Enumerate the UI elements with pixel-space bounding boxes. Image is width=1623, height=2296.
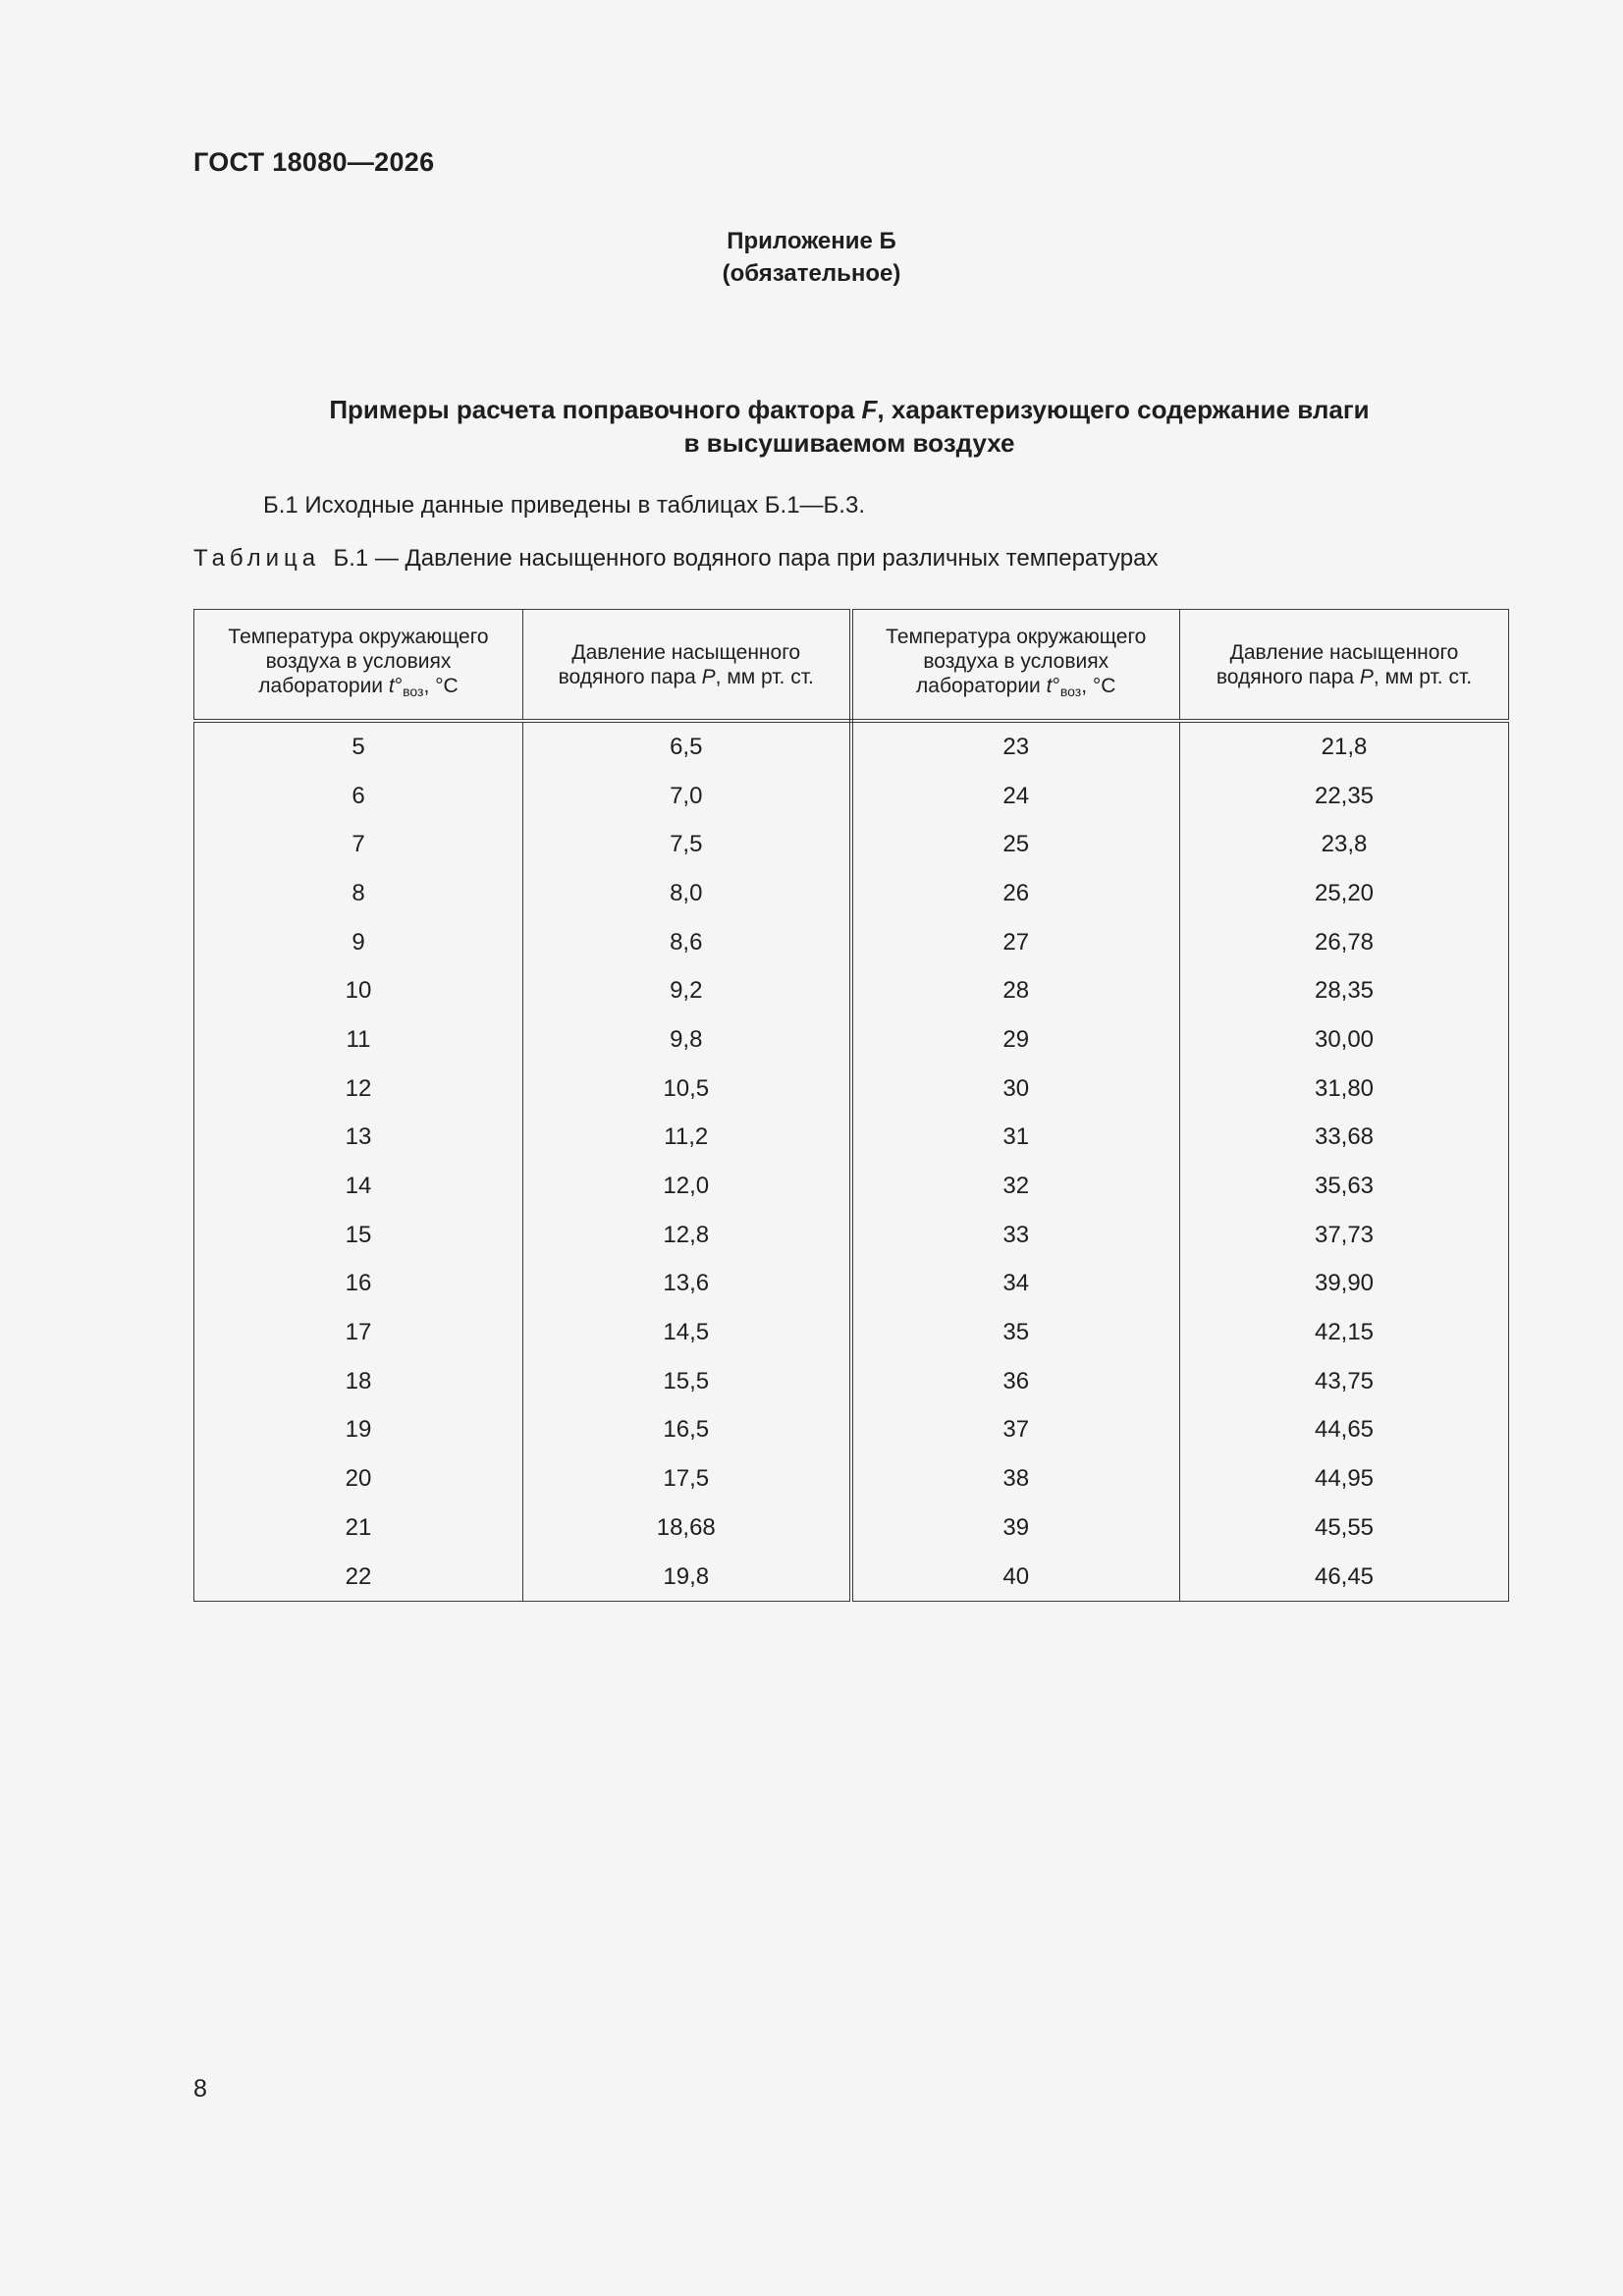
- cell-temperature-2: 34: [851, 1260, 1180, 1309]
- cell-pressure-2: 46,45: [1180, 1553, 1509, 1602]
- cell-pressure-2: 35,63: [1180, 1162, 1509, 1211]
- cell-temperature-2: 27: [851, 918, 1180, 967]
- cell-temperature-2: 30: [851, 1065, 1180, 1114]
- cell-pressure: 6,5: [523, 721, 851, 772]
- cell-pressure: 9,8: [523, 1015, 851, 1065]
- section-title-line-2: в высушиваемом воздухе: [683, 428, 1015, 458]
- cell-pressure-2: 21,8: [1180, 721, 1509, 772]
- cell-temperature: 19: [194, 1406, 523, 1455]
- cell-temperature-2: 28: [851, 966, 1180, 1015]
- cell-temperature: 14: [194, 1162, 523, 1211]
- cell-temperature-2: 32: [851, 1162, 1180, 1211]
- temp-unit: , °С: [423, 675, 459, 697]
- cell-temperature: 22: [194, 1553, 523, 1602]
- cell-temperature: 12: [194, 1065, 523, 1114]
- cell-temperature-2: 31: [851, 1114, 1180, 1163]
- cell-temperature-2: 29: [851, 1015, 1180, 1065]
- cell-temperature: 9: [194, 918, 523, 967]
- cell-temperature-2: 23: [851, 721, 1180, 772]
- cell-pressure-2: 37,73: [1180, 1211, 1509, 1260]
- header-temperature: [194, 610, 523, 722]
- header-press-line-2: водяного пара: [1216, 665, 1360, 688]
- temp-symbol: t: [1046, 675, 1053, 697]
- title-text-after: , характеризующего содержание влаги: [877, 395, 1370, 424]
- header-temp-line-3: лаборатории: [916, 675, 1047, 697]
- header-pressure: [523, 610, 851, 722]
- cell-temperature: 10: [194, 966, 523, 1015]
- cell-temperature: 8: [194, 869, 523, 918]
- cell-temperature-2: 38: [851, 1454, 1180, 1503]
- cell-pressure: 9,2: [523, 966, 851, 1015]
- title-text-before: Примеры расчета поправочного фактора: [329, 395, 862, 424]
- cell-temperature: 18: [194, 1357, 523, 1406]
- table-header-row: [194, 610, 1509, 722]
- cell-pressure-2: 44,95: [1180, 1454, 1509, 1503]
- table-row: [194, 1065, 1509, 1114]
- cell-temperature: 6: [194, 772, 523, 821]
- header-press-line-1: Давление насыщенного: [571, 640, 801, 664]
- cell-pressure: 7,0: [523, 772, 851, 821]
- cell-temperature-2: 36: [851, 1357, 1180, 1406]
- cell-temperature-2: 39: [851, 1503, 1180, 1553]
- table-row: [194, 1260, 1509, 1309]
- press-symbol: P: [701, 665, 716, 688]
- cell-temperature-2: 25: [851, 820, 1180, 869]
- table-row: [194, 966, 1509, 1015]
- cell-temperature-2: 40: [851, 1553, 1180, 1602]
- annex-title: Приложение Б: [727, 228, 896, 254]
- cell-pressure-2: 30,00: [1180, 1015, 1509, 1065]
- table-caption-label: Таблица: [193, 545, 321, 572]
- paragraph-b1: Б.1 Исходные данные приведены в таблицах Б.1—Б.3.: [263, 492, 865, 519]
- header-temp-line-1: Температура окружающего: [228, 626, 489, 648]
- cell-pressure-2: 39,90: [1180, 1260, 1509, 1309]
- cell-pressure-2: 33,68: [1180, 1114, 1509, 1163]
- pressure-table: [193, 609, 1509, 1602]
- temp-subscript: воз: [1059, 683, 1082, 699]
- header-temp-line-1: Температура окружающего: [886, 626, 1147, 648]
- table-row: [194, 1162, 1509, 1211]
- table-row: [194, 1454, 1509, 1503]
- table-row: [194, 918, 1509, 967]
- table-row: [194, 1406, 1509, 1455]
- cell-temperature-2: 37: [851, 1406, 1180, 1455]
- header-pressure-2: [1180, 610, 1509, 722]
- table-row: [194, 1553, 1509, 1602]
- cell-pressure: 17,5: [523, 1454, 851, 1503]
- cell-pressure-2: 31,80: [1180, 1065, 1509, 1114]
- page-number: 8: [193, 2075, 207, 2103]
- cell-temperature-2: 35: [851, 1308, 1180, 1357]
- temp-symbol: t: [388, 675, 395, 697]
- temp-unit: , °С: [1081, 675, 1116, 697]
- press-unit: , мм рт. ст.: [1373, 665, 1473, 688]
- table-row: [194, 721, 1509, 772]
- cell-pressure-2: 28,35: [1180, 966, 1509, 1015]
- cell-temperature: 13: [194, 1114, 523, 1163]
- temp-degree: °: [394, 675, 404, 697]
- table-row: [194, 1308, 1509, 1357]
- cell-pressure-2: 43,75: [1180, 1357, 1509, 1406]
- document-code: ГОСТ 18080—2026: [193, 147, 435, 177]
- table-row: [194, 1503, 1509, 1553]
- table-body: [194, 721, 1509, 1602]
- table-row: [194, 772, 1509, 821]
- table-row: [194, 820, 1509, 869]
- cell-pressure-2: 22,35: [1180, 772, 1509, 821]
- header-press-line-2: водяного пара: [558, 665, 702, 688]
- cell-pressure: 12,8: [523, 1211, 851, 1260]
- cell-pressure: 7,5: [523, 820, 851, 869]
- table-row: [194, 1211, 1509, 1260]
- cell-pressure-2: 45,55: [1180, 1503, 1509, 1553]
- cell-pressure: 15,5: [523, 1357, 851, 1406]
- cell-pressure: 10,5: [523, 1065, 851, 1114]
- cell-pressure: 8,6: [523, 918, 851, 967]
- table-row: [194, 1357, 1509, 1406]
- cell-temperature: 16: [194, 1260, 523, 1309]
- press-unit: , мм рт. ст.: [715, 665, 814, 688]
- cell-pressure: 13,6: [523, 1260, 851, 1309]
- section-title: [245, 393, 1453, 460]
- header-temp-line-3: лаборатории: [258, 675, 389, 697]
- table-row: [194, 869, 1509, 918]
- table-row: [194, 1114, 1509, 1163]
- header-press-line-1: Давление насыщенного: [1229, 640, 1459, 664]
- section-title-line-1: [245, 393, 1453, 426]
- cell-temperature: 11: [194, 1015, 523, 1065]
- table-caption-text: Б.1 — Давление насыщенного водяного пара при различных температурах: [333, 545, 1159, 572]
- annex-status: (обязательное): [722, 260, 901, 287]
- cell-pressure: 19,8: [523, 1553, 851, 1602]
- cell-pressure: 8,0: [523, 869, 851, 918]
- cell-temperature-2: 33: [851, 1211, 1180, 1260]
- cell-temperature-2: 24: [851, 772, 1180, 821]
- cell-pressure-2: 26,78: [1180, 918, 1509, 967]
- header-temp-line-2: воздуха в условиях: [923, 650, 1109, 673]
- title-variable: F: [861, 395, 878, 424]
- cell-temperature-2: 26: [851, 869, 1180, 918]
- cell-pressure: 11,2: [523, 1114, 851, 1163]
- table-row: [194, 1015, 1509, 1065]
- cell-pressure-2: 42,15: [1180, 1308, 1509, 1357]
- table-caption: [193, 545, 1158, 573]
- header-temp-line-2: воздуха в условиях: [265, 650, 452, 673]
- cell-temperature: 20: [194, 1454, 523, 1503]
- temp-subscript: воз: [403, 683, 424, 699]
- temp-degree: °: [1052, 675, 1060, 697]
- cell-pressure: 14,5: [523, 1308, 851, 1357]
- cell-pressure-2: 23,8: [1180, 820, 1509, 869]
- header-temperature-2: [851, 610, 1180, 722]
- cell-temperature: 17: [194, 1308, 523, 1357]
- cell-temperature: 5: [194, 721, 523, 772]
- press-symbol: P: [1359, 665, 1374, 688]
- cell-pressure: 16,5: [523, 1406, 851, 1455]
- cell-pressure: 12,0: [523, 1162, 851, 1211]
- cell-temperature: 15: [194, 1211, 523, 1260]
- cell-temperature: 21: [194, 1503, 523, 1553]
- cell-temperature: 7: [194, 820, 523, 869]
- annex-heading: [0, 225, 1623, 290]
- cell-pressure-2: 25,20: [1180, 869, 1509, 918]
- cell-pressure-2: 44,65: [1180, 1406, 1509, 1455]
- cell-pressure: 18,68: [523, 1503, 851, 1553]
